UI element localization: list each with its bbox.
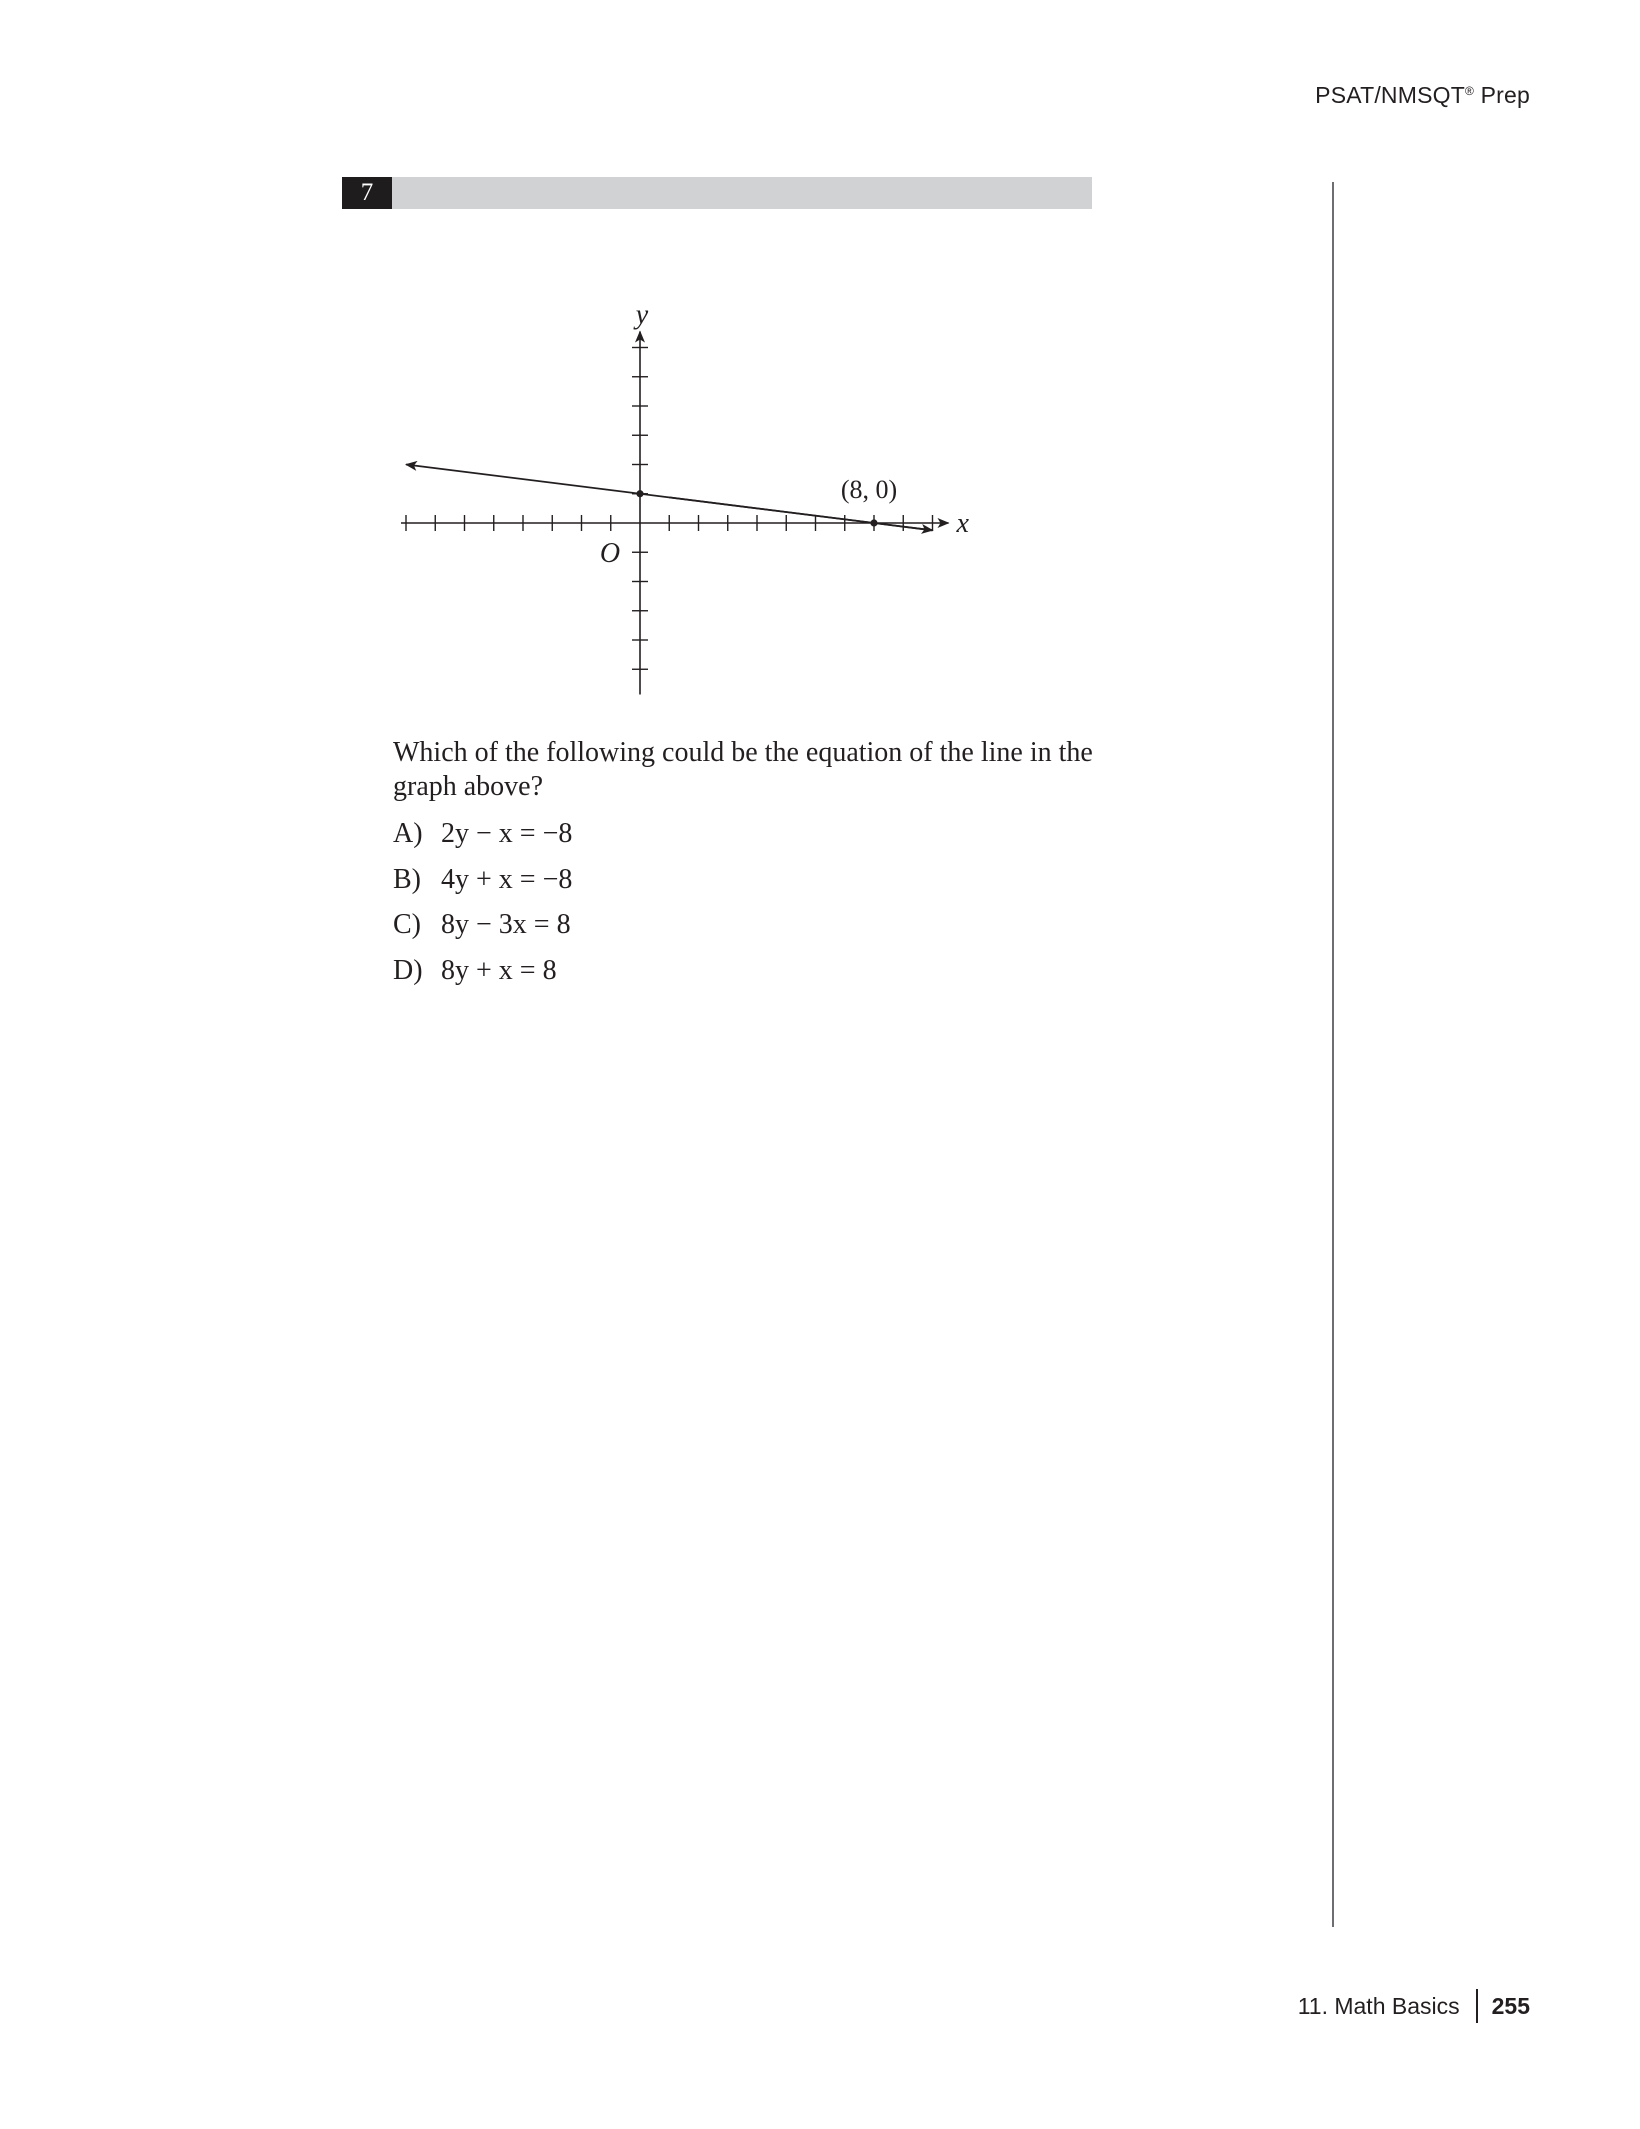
running-head [1315,82,1530,109]
choice-letter: D) [393,954,423,986]
registered-mark: ® [1464,84,1475,98]
choice-c[interactable] [393,908,572,954]
plot-point [636,490,643,497]
choice-expression: 2y − x = −8 [441,818,573,849]
choice-expression: 8y + x = 8 [441,954,557,986]
coordinate-graph [400,250,1020,720]
choice-letter: C) [393,909,421,940]
x-axis-label: x [956,508,969,539]
margin-rule [1332,182,1334,1927]
choice-expression: 8y − 3x = 8 [441,909,571,940]
y-axis-label: y [635,299,649,331]
choice-expression: 4y + x = −8 [441,863,573,895]
choice-letter: B) [393,863,421,895]
plot-point [870,519,877,526]
chapter-title: 11. Math Basics [1297,1992,1460,2019]
answer-choices [393,817,572,999]
running-head-title: PSAT/NMSQT [1315,82,1465,108]
running-head-suffix: Prep [1474,82,1530,108]
choice-a[interactable] [393,817,572,863]
point-label: (8, 0) [840,475,898,504]
choice-b[interactable] [393,863,572,909]
choice-letter: A) [393,818,423,849]
page-number: 255 [1491,1992,1530,2019]
footer-divider [1476,1989,1478,2023]
question-number: 7 [342,177,392,209]
question-header-bar [342,177,1092,209]
page-footer [1298,1990,1530,2022]
choice-d[interactable] [393,954,572,1000]
question-prompt: Which of the following could be the equation of the line in the graph above? [393,737,1093,802]
origin-label: O [599,538,621,569]
